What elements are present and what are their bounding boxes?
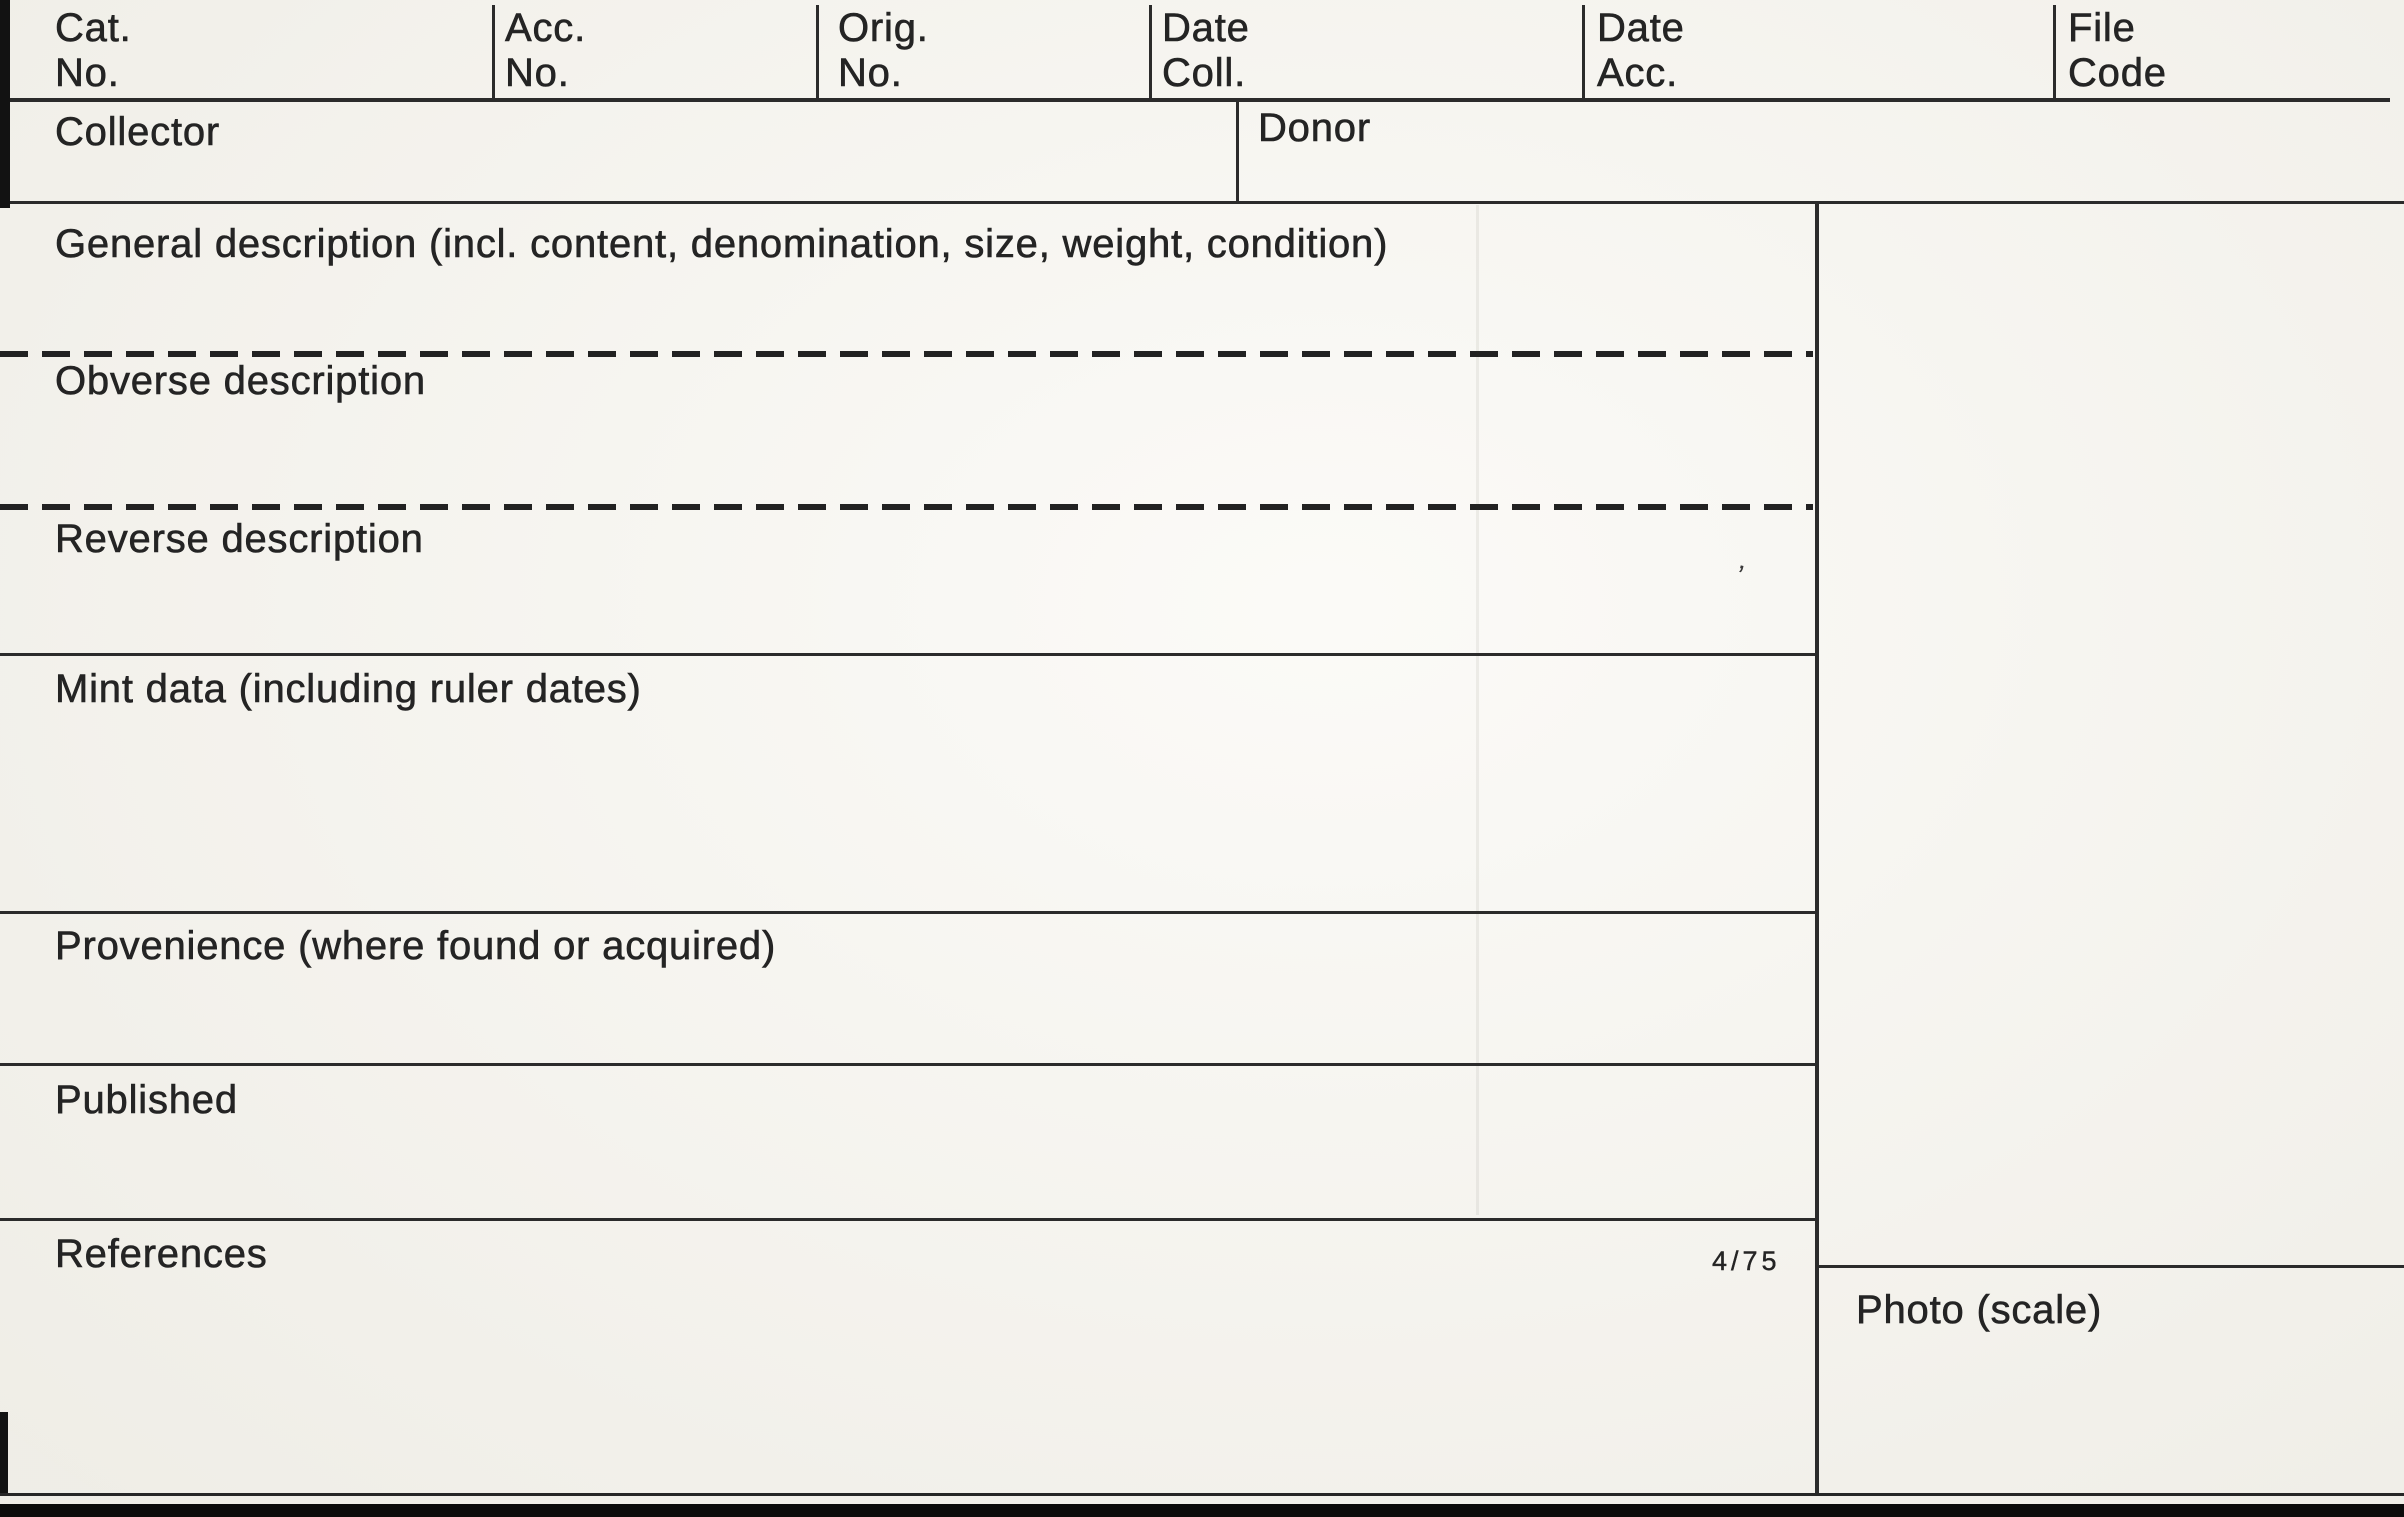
divider-acc-orig [816,5,819,100]
date-acc-line2: Acc. [1597,51,1678,95]
provenience-field-area [0,914,1815,1063]
date-coll-line2: Coll. [1162,51,1247,95]
orig-line2: No. [838,51,903,95]
acc-line2: No. [505,51,570,95]
published-field-area [0,1066,1815,1218]
provenience-label: Provenience (where found or acquired) [55,924,777,968]
cat-line1: Cat. [55,6,132,50]
field-label-cat-no [55,6,132,96]
header-bottom-rule [0,98,2390,102]
form-number: 4/75 [1712,1246,1781,1276]
file-code-line2: Code [2068,51,2167,95]
date-acc-line1: Date [1597,6,1685,50]
field-label-date-acc [1597,6,1685,96]
left-edge-scan-artifact-top [0,0,10,208]
stray-ink-mark: ’ [1732,559,1747,594]
collector-label: Collector [55,110,221,154]
references-label: References [55,1232,268,1276]
mint-data-label: Mint data (including ruler dates) [55,667,642,711]
scan-background-bottom-strip [0,1504,2404,1517]
acc-line1: Acc. [505,6,586,50]
field-label-date-coll [1162,6,1250,96]
divider-cat-acc [492,5,495,100]
mint-data-field-area [0,656,1815,911]
divider-orig-datecoll [1149,5,1152,100]
fold-line-artifact [1476,205,1479,1215]
photo-field-area [1819,1268,2404,1493]
field-label-acc-no [505,6,586,96]
orig-line1: Orig. [838,6,929,50]
reverse-description-label: Reverse description [55,517,424,561]
divider-collector-donor [1236,100,1239,203]
general-description-label: General description (incl. content, denomination, size, weight, condition) [55,222,1389,266]
divider-dateacc-filecode [2053,5,2056,100]
references-field-area [0,1221,1815,1493]
cat-line2: No. [55,51,120,95]
left-edge-scan-artifact-bottom [0,1412,8,1496]
donor-label: Donor [1258,106,1371,150]
field-label-orig-no [838,6,929,96]
field-label-file-code [2068,6,2167,96]
obverse-description-field-area [0,357,1815,506]
published-label: Published [55,1078,238,1122]
general-description-field-area [0,205,1815,352]
photo-scale-label: Photo (scale) [1856,1288,2103,1332]
divider-datecoll-dateacc [1582,5,1585,100]
photo-column-blank-area [1819,203,2404,1265]
file-code-line1: File [2068,6,2136,50]
card-bottom-edge-rule [0,1493,2404,1496]
obverse-description-label: Obverse description [55,359,426,403]
date-coll-line1: Date [1162,6,1250,50]
reverse-description-field-area [0,510,1815,653]
